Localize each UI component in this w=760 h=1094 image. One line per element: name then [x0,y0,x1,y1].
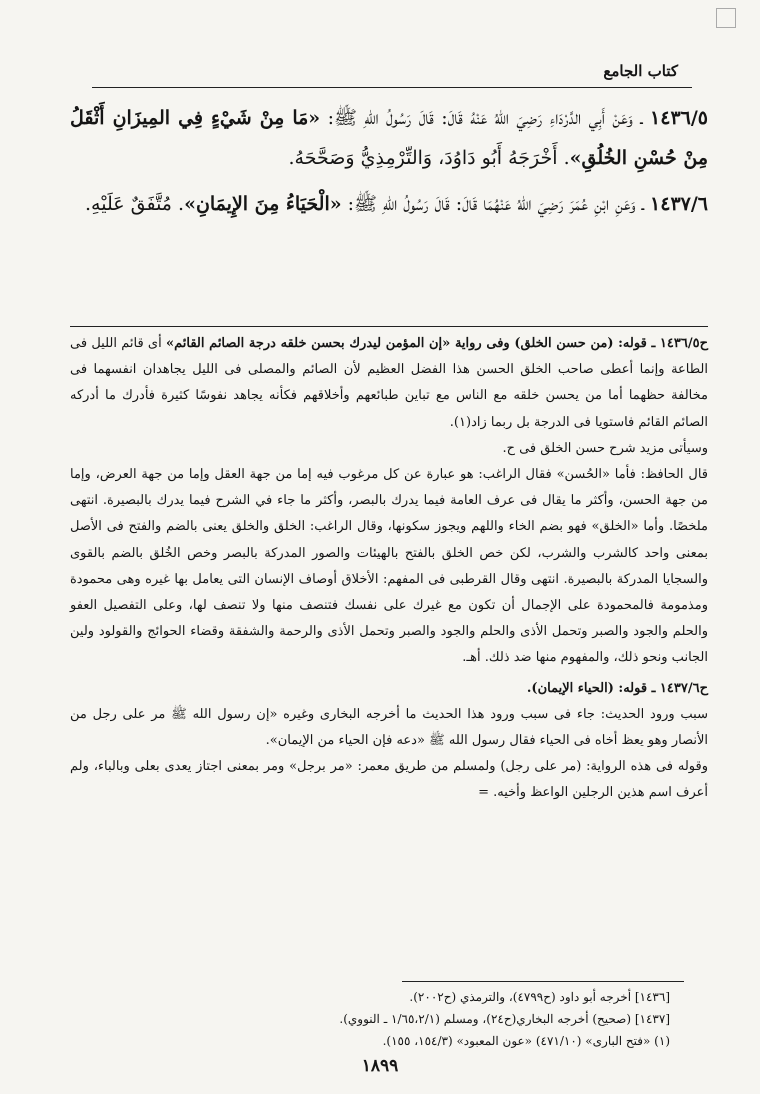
footnotes [150,986,670,1052]
commentary-separator [70,326,708,327]
hadith-quote: «الْحَيَاءُ مِنَ الإِيمَانِ» [184,193,342,215]
chapter-title: كتاب الجامع [603,62,678,80]
running-header [96,62,686,84]
page-number: ١٨٩٩ [361,1056,399,1076]
header-rule [92,87,692,88]
hadith-1437 [70,184,708,224]
hadith-chain: ـ وَعَنْ أَبِي الدَّرْدَاءِ رَضِيَ اللهُ عَنْهُ قَالَ: قَالَ رَسُولُ اللهِ ﷺ: [320,107,651,129]
hadith-quote: «مَا مِنْ شَيْءٍ فِي المِيزَانِ أَثْقَلُ مِنْ حُسْنِ الخُلُقِ» [70,107,708,169]
footnote: (١) «فتح البارى» (٤٧١/١٠) «عون المعبود» (١٥٤/٣، ١٥٥). [382,1034,670,1048]
hadith-number: ١٤٣٦/٥ [650,107,708,129]
footnote: [١٤٣٧] (صحيح) أخرجه البخاري(ح٢٤)، ومسلم (١/٦٥،٢/١ ـ النووي). [339,1012,670,1026]
footnote: [١٤٣٦] أخرجه أبو داود (ح٤٧٩٩)، والترمذي (ح٢٠٠٢). [409,990,670,1004]
hadith-source: . أَخْرَجَهُ أَبُو دَاوُدَ، وَالتِّرْمِذِيُّ وَصَحَّحَهُ. [288,147,570,169]
commentary-paragraph: أى قائم الليل فى الطاعة وإنما أعطى صاحب الخلق الحسن هذا الفضل العظيم لأن الصائم والمصلى فى الليل يجاهدان انفسهما فى مخالفة حظهما أما من يحسن خلقه مع الناس مع تباين طبائعهم وأخلاقهم فكأنه يجاهد نفوسًا كثيرة فأدرك ما أدركه الصائم القائم فاستويا فى الدرجة بل ربما زاد(١). [70,336,708,430]
commentary-paragraph: وسيأتى مزيد شرح حسن الخلق فى ح. [502,440,708,456]
hadith-texts [70,98,708,230]
commentary-heading: ح١٤٣٦/٥ ـ قوله: (من حسن الخلق) وفى رواية «إن المؤمن ليدرك بحسن خلقه درجة الصائم القائم» [166,336,708,351]
hadith-source: . مُتَّفَقٌ عَلَيْهِ. [84,193,185,215]
commentary-paragraph: وقوله فى هذه الرواية: (مر على رجل) ولمسلم من طريق معمر: «مر برجل» ومر بمعنى اجتاز يعدى بعلى وبالباء، ولم أعرف اسم هذين الرجلين الواعظ وأخيه. = [70,759,708,801]
commentary-paragraph: سبب ورود الحديث: جاء فى سبب ورود هذا الحديث ما أخرجه البخارى وغيره «إن رسول الله ﷺ مر على رجل من الأنصار وهو يعظ أخاه فى الحياء فقال رسول الله ﷺ «دعه فإن الحياء من الإيمان». [70,706,708,749]
commentary-1436-intro [70,331,708,436]
footnote-rule [402,981,684,982]
corner-mark [716,8,736,28]
commentary-paragraph: قال الحافظ: فأما «الحُسن» فقال الراغب: هو عبارة عن كل مرغوب فيه إما من جهة العقل وإما من جهة العرض، وإما من جهة الحسن، وأكثر ما يقال فى عرف العامة فيما يدرك بالبصر، وأكثر ما جاء في الشرح فيما يدرك بالبصيرة. انتهى ملخصًا. وأما «الخلق» فهو بضم الخاء واللهم ويجوز سكونها، وقال الراغب: الخلق والخلق يعنى بالضم والفتح فى الأصل بمعنى واحد كالشرب والشرب، لكن خص الخلق بالفتح بالهيئات والصور المدركة بالبصر وخص الخُلق بالضم بالقوى والسجايا المدركة بالبصيرة. انتهى وقال القرطبى فى المفهم: الأخلاق أوصاف الإنسان التى يعامل بها غيره وهى محمودة ومذمومة فالمحمودة على الإجمال أن تكون مع غيرك على نفسك فتنصف منها ولا تنصف لها، وعلى التفصيل العفو والحلم والجود والصبر وتحمل الأذى والحلم والجود والصبر وتحمل الأذى والرحمة والشفقة وقضاء الحوائج والقولود ولين الجانب ونحو ذلك، والمفهوم منها ضد ذلك. أهـ. [70,467,708,666]
commentary [70,331,708,807]
hadith-1436 [70,98,708,178]
hadith-chain: ـ وَعَنِ ابْنِ عُمَرَ رَضِيَ اللهُ عَنْهُمَا قَالَ: قَالَ رَسُولُ اللهِ ﷺ: [341,193,651,215]
commentary-heading: ح١٤٣٧/٦ ـ قوله: (الحياء الإيمان). [526,680,708,696]
hadith-number: ١٤٣٧/٦ [650,193,708,215]
